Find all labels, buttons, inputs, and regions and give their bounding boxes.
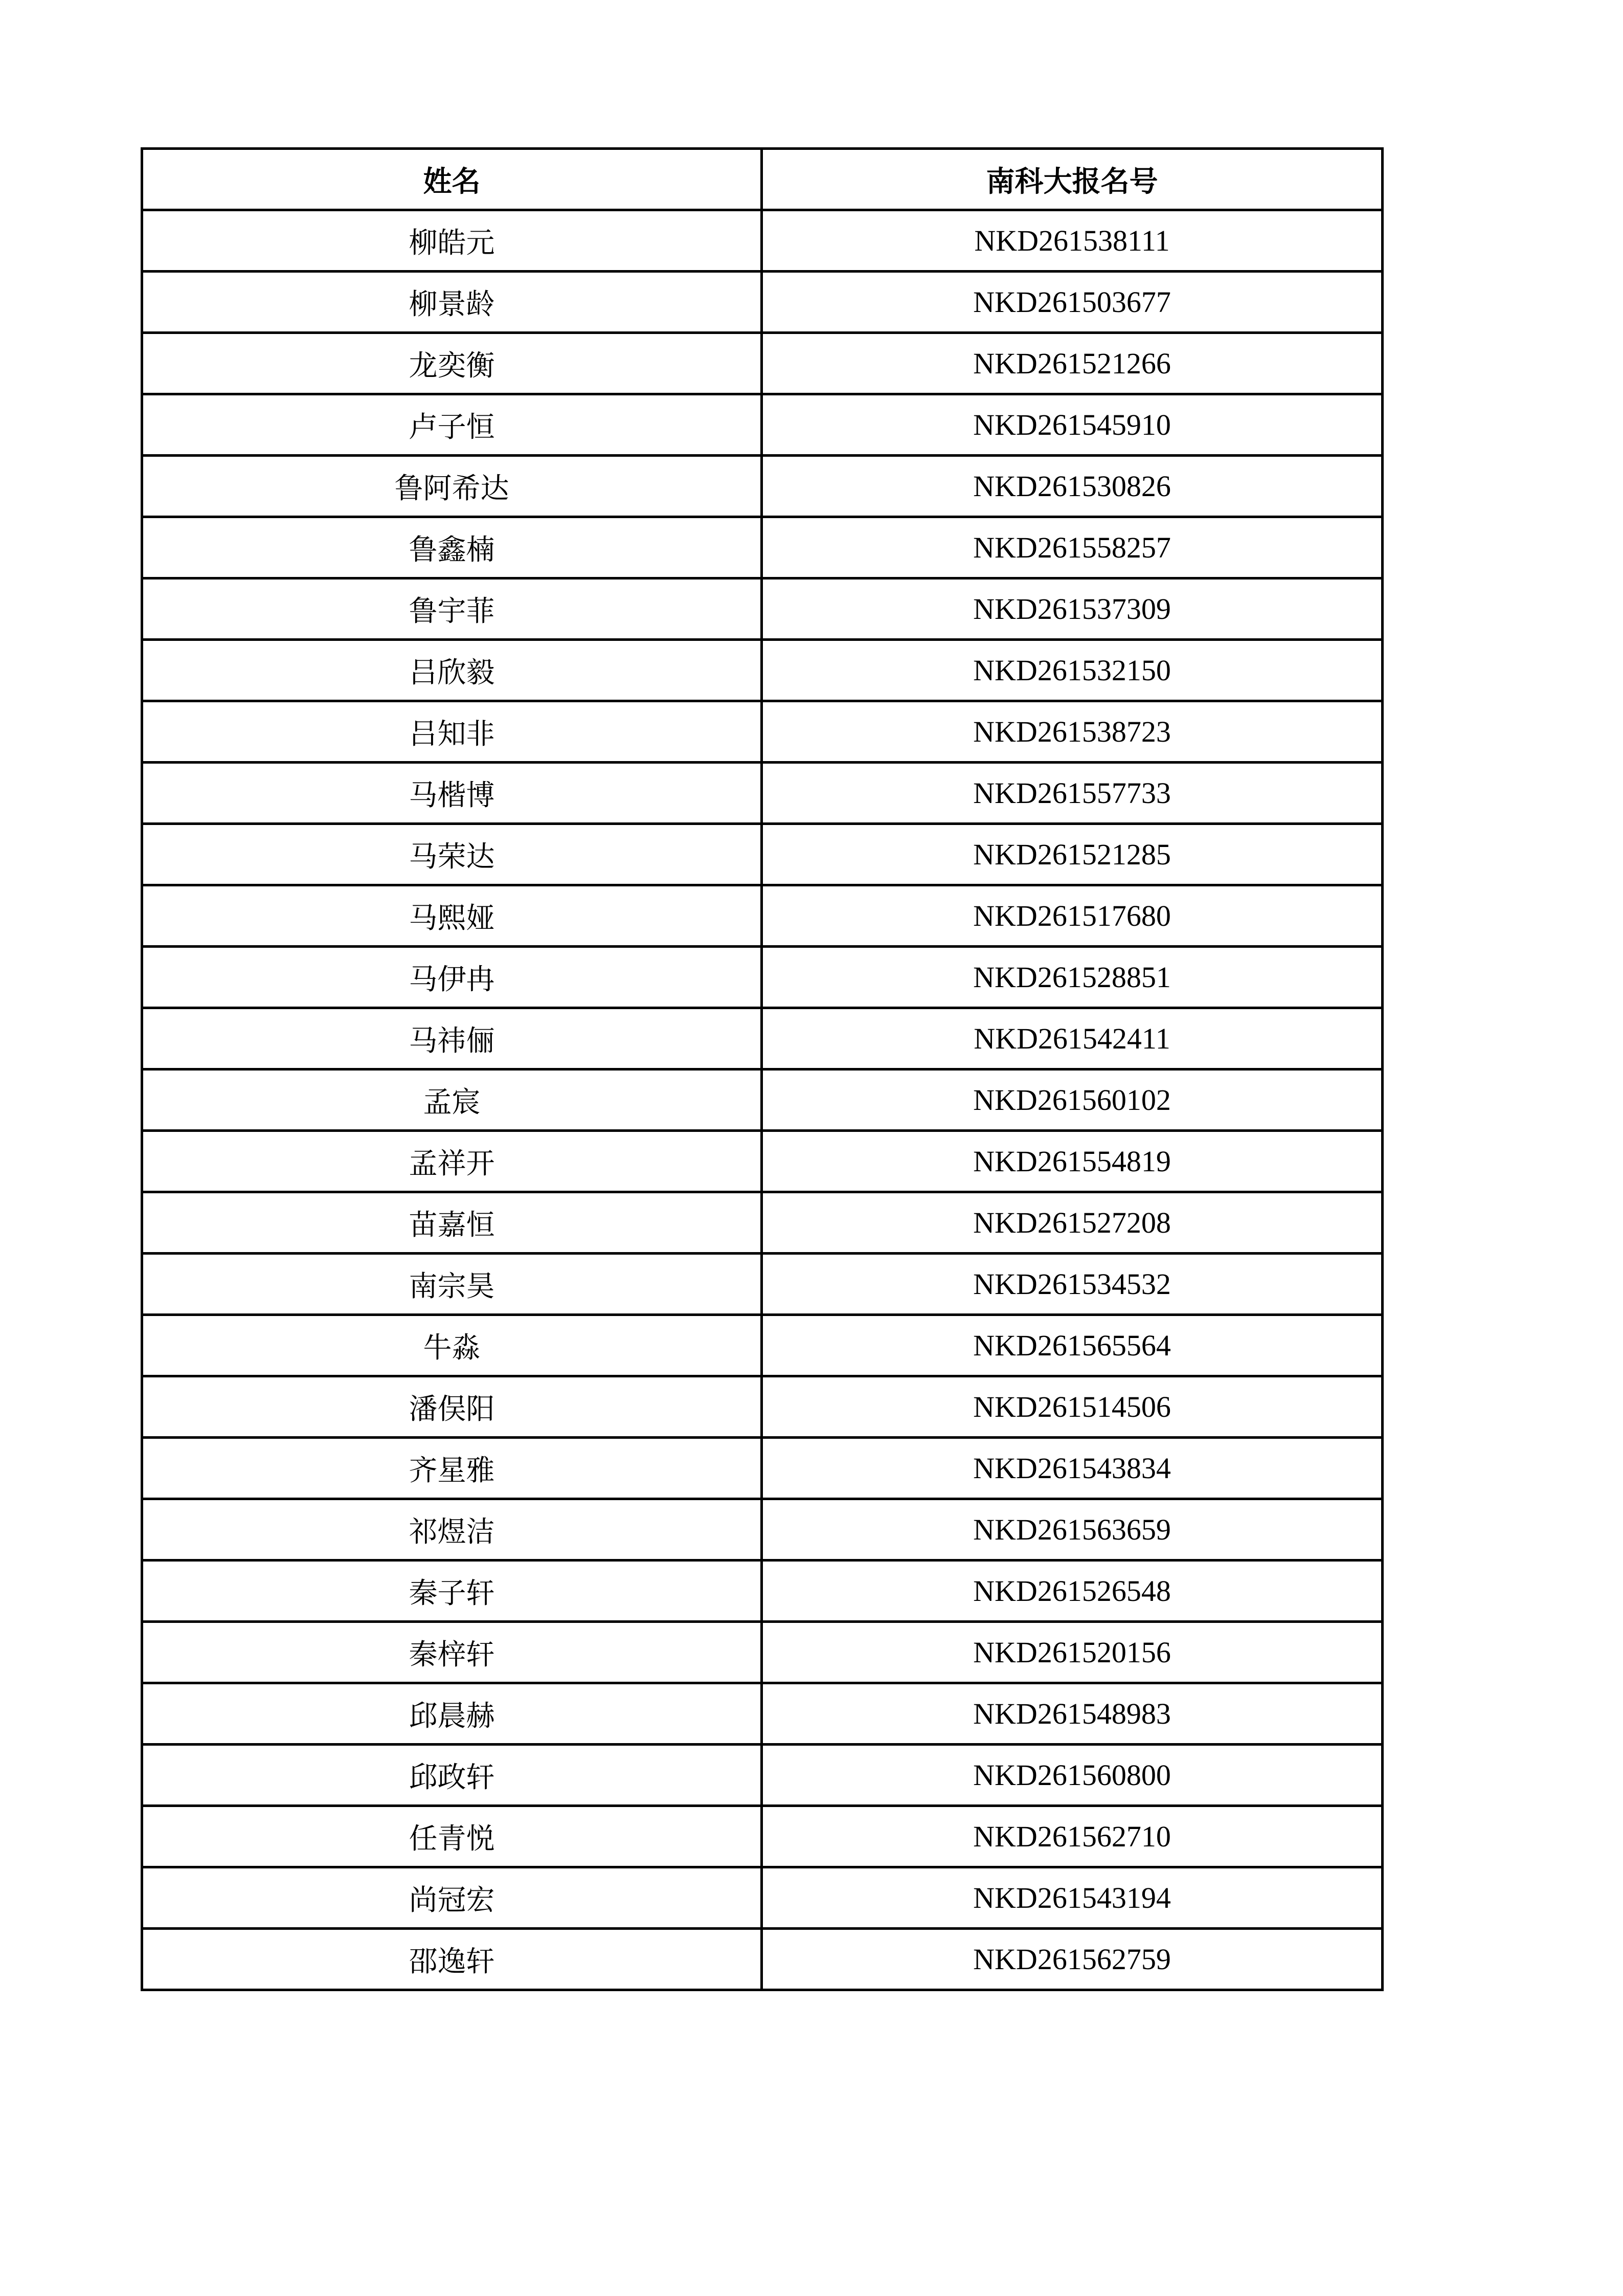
name-cell: 柳景龄 [142, 272, 762, 333]
registration-no-cell: NKD261558257 [762, 517, 1383, 578]
name-cell: 潘俣阳 [142, 1376, 762, 1438]
registration-no-cell: NKD261562710 [762, 1806, 1383, 1867]
name-cell: 马楷博 [142, 763, 762, 824]
name-cell: 孟祥开 [142, 1131, 762, 1192]
registration-no-cell: NKD261521266 [762, 333, 1383, 394]
registration-no-cell: NKD261530826 [762, 456, 1383, 517]
table-row [142, 578, 1383, 640]
registration-no-cell: NKD261538111 [762, 210, 1383, 272]
registration-no-cell: NKD261554819 [762, 1131, 1383, 1192]
name-cell: 苗嘉恒 [142, 1192, 762, 1254]
name-cell: 南宗昊 [142, 1254, 762, 1315]
table-row [142, 1622, 1383, 1683]
table-row [142, 885, 1383, 947]
table-row [142, 1131, 1383, 1192]
table-row [142, 1376, 1383, 1438]
table-row [142, 1008, 1383, 1069]
table-row [142, 210, 1383, 272]
table-row [142, 1561, 1383, 1622]
table-row [142, 517, 1383, 578]
table-body [142, 210, 1383, 1990]
name-cell: 尚冠宏 [142, 1867, 762, 1929]
name-cell: 邱政轩 [142, 1745, 762, 1806]
table-row [142, 1438, 1383, 1499]
name-cell: 吕知非 [142, 701, 762, 763]
registration-no-cell: NKD261543834 [762, 1438, 1383, 1499]
registration-no-cell: NKD261560102 [762, 1069, 1383, 1131]
name-cell: 马祎俪 [142, 1008, 762, 1069]
table-row [142, 1683, 1383, 1745]
name-cell: 鲁宇菲 [142, 578, 762, 640]
name-cell: 邵逸轩 [142, 1929, 762, 1990]
registration-no-cell: NKD261563659 [762, 1499, 1383, 1561]
registration-no-cell: NKD261545910 [762, 394, 1383, 456]
name-cell: 龙奕衡 [142, 333, 762, 394]
table-row [142, 1192, 1383, 1254]
table-row [142, 1745, 1383, 1806]
table-row [142, 333, 1383, 394]
name-cell: 牛淼 [142, 1315, 762, 1376]
registration-no-cell: NKD261520156 [762, 1622, 1383, 1683]
registration-no-cell: NKD261517680 [762, 885, 1383, 947]
registration-no-cell: NKD261532150 [762, 640, 1383, 701]
registration-no-cell: NKD261542411 [762, 1008, 1383, 1069]
registration-no-cell: NKD261560800 [762, 1745, 1383, 1806]
header-row [142, 149, 1383, 210]
registration-no-cell: NKD261534532 [762, 1254, 1383, 1315]
name-cell: 秦梓轩 [142, 1622, 762, 1683]
table-row [142, 1867, 1383, 1929]
table-row [142, 640, 1383, 701]
name-cell: 马伊冉 [142, 947, 762, 1008]
registration-no-cell: NKD261565564 [762, 1315, 1383, 1376]
table-header [142, 149, 1383, 210]
table-row [142, 701, 1383, 763]
registration-no-cell: NKD261514506 [762, 1376, 1383, 1438]
name-cell: 任青悦 [142, 1806, 762, 1867]
table-row [142, 1806, 1383, 1867]
table-row [142, 947, 1383, 1008]
name-cell: 鲁鑫楠 [142, 517, 762, 578]
name-cell: 秦子轩 [142, 1561, 762, 1622]
name-cell: 祁煜洁 [142, 1499, 762, 1561]
table-row [142, 394, 1383, 456]
name-cell: 孟宸 [142, 1069, 762, 1131]
table-row [142, 456, 1383, 517]
name-cell: 马荣达 [142, 824, 762, 885]
name-cell: 吕欣毅 [142, 640, 762, 701]
registration-no-cell: NKD261543194 [762, 1867, 1383, 1929]
registration-no-cell: NKD261527208 [762, 1192, 1383, 1254]
registration-no-cell: NKD261528851 [762, 947, 1383, 1008]
registration-no-cell: NKD261526548 [762, 1561, 1383, 1622]
registration-no-cell: NKD261537309 [762, 578, 1383, 640]
name-cell: 鲁阿希达 [142, 456, 762, 517]
roster-table [141, 147, 1384, 1991]
name-cell: 齐星雅 [142, 1438, 762, 1499]
name-cell: 马熙娅 [142, 885, 762, 947]
table-row [142, 1929, 1383, 1990]
table-row [142, 1254, 1383, 1315]
header-registration-no: 南科大报名号 [762, 149, 1383, 210]
registration-no-cell: NKD261557733 [762, 763, 1383, 824]
table-row [142, 272, 1383, 333]
header-name: 姓名 [142, 149, 762, 210]
name-cell: 柳皓元 [142, 210, 762, 272]
registration-no-cell: NKD261538723 [762, 701, 1383, 763]
registration-no-cell: NKD261548983 [762, 1683, 1383, 1745]
name-cell: 卢子恒 [142, 394, 762, 456]
table-row [142, 1069, 1383, 1131]
table-row [142, 1499, 1383, 1561]
registration-no-cell: NKD261521285 [762, 824, 1383, 885]
table-row [142, 824, 1383, 885]
registration-no-cell: NKD261562759 [762, 1929, 1383, 1990]
table-row [142, 763, 1383, 824]
name-cell: 邱晨赫 [142, 1683, 762, 1745]
table-row [142, 1315, 1383, 1376]
registration-no-cell: NKD261503677 [762, 272, 1383, 333]
